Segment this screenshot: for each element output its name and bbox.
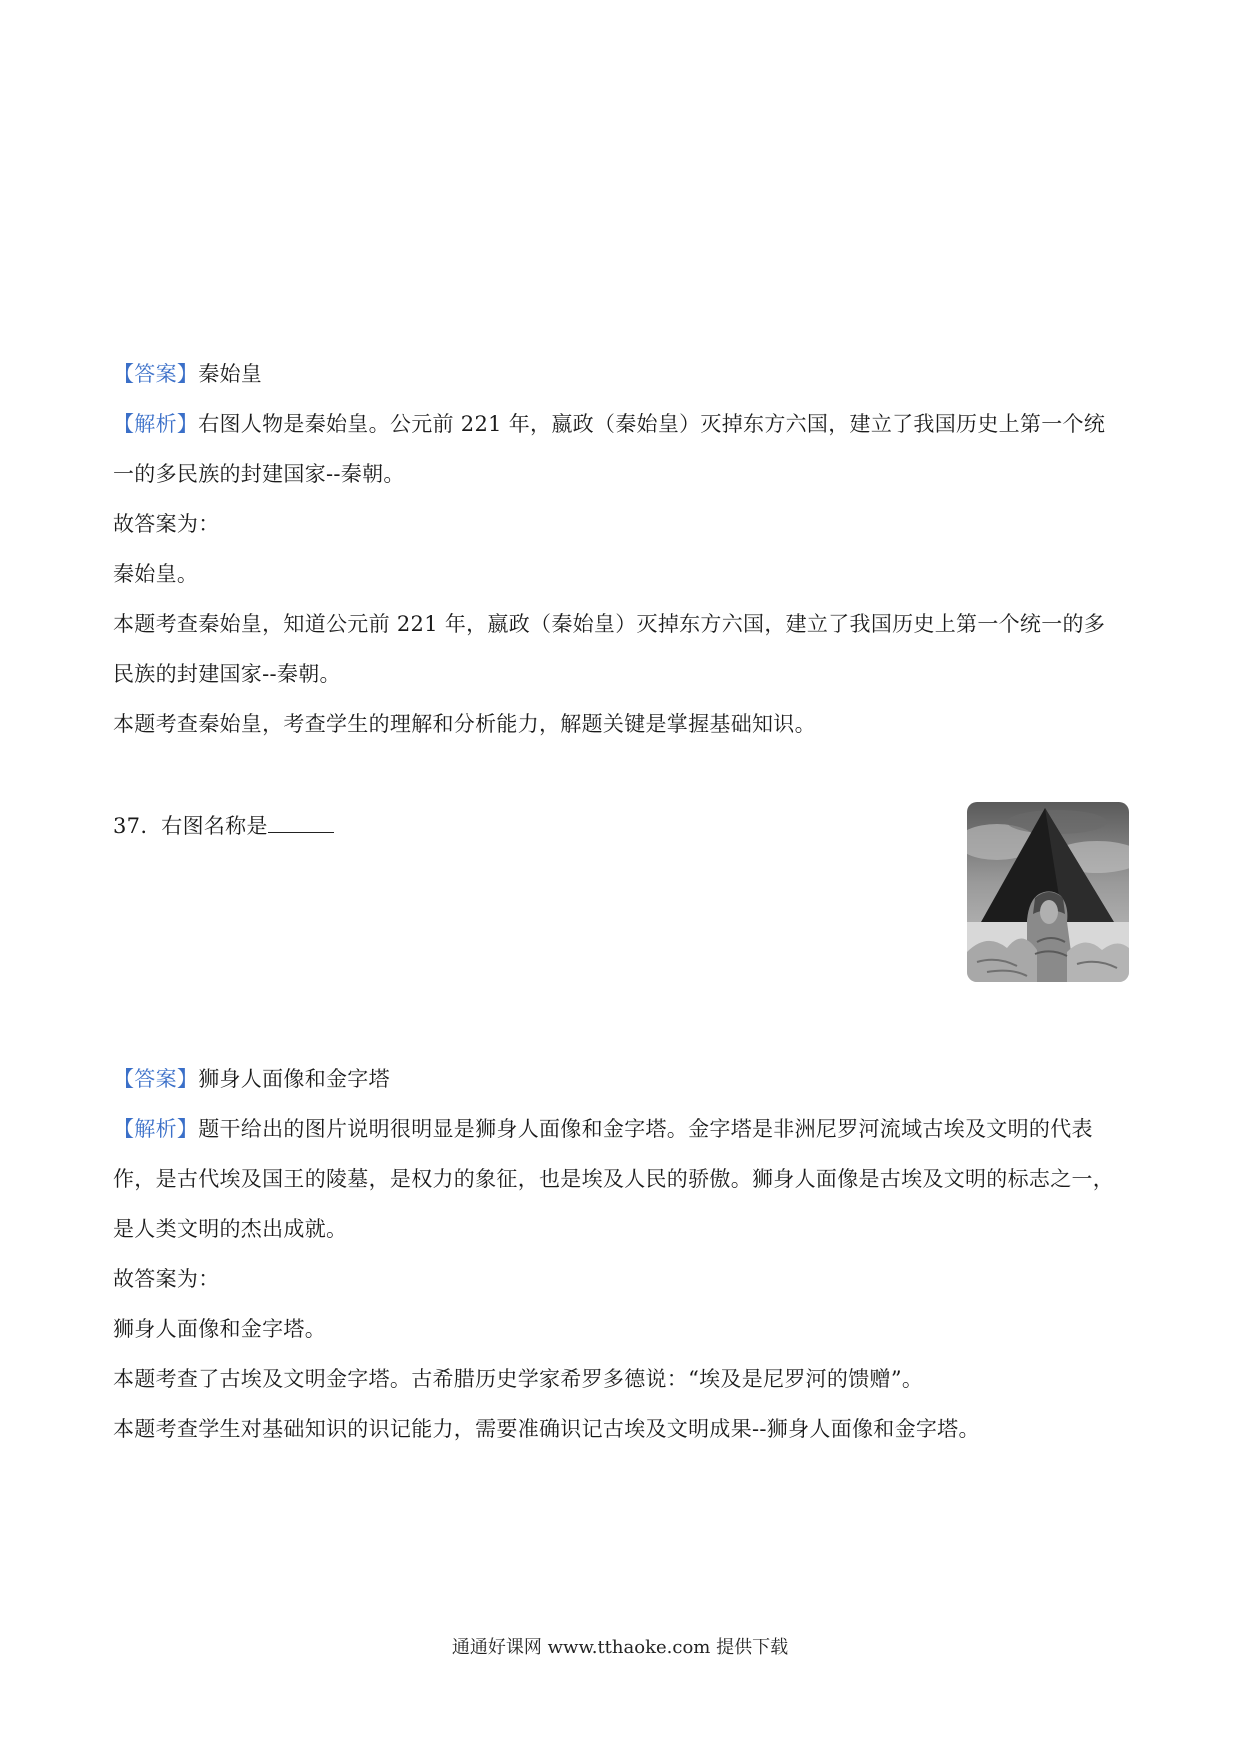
q37-question xyxy=(113,811,334,841)
analysis-text: 右图人物是秦始皇。公元前 221 年，嬴政（秦始皇）灭掉东方六国，建立了我国历史上第一个统 xyxy=(198,412,1106,436)
page-footer: 通通好课网 www.tthaoke.com 提供下载 xyxy=(451,1637,789,1658)
q37-so-answer-value: 狮身人面像和金字塔。 xyxy=(113,1317,326,1341)
q36-so-answer-value: 秦始皇。 xyxy=(113,562,199,586)
q37-analysis-line2: 作，是古代埃及国王的陵墓，是权力的象征，也是埃及人民的骄傲。狮身人面像是古埃及文明的标志之一， xyxy=(113,1167,1115,1191)
answer-tag: 【答案】 xyxy=(113,362,199,386)
q36-analysis-line2: 一的多民族的封建国家--秦朝。 xyxy=(113,462,405,486)
q37-ability: 本题考查学生对基础知识的识记能力，需要准确识记古埃及文明成果--狮身人面像和金字塔。 xyxy=(113,1417,980,1441)
q36-answer-line xyxy=(113,359,262,389)
q37-so-answer: 故答案为： xyxy=(113,1267,220,1291)
analysis-tag: 【解析】 xyxy=(113,412,199,436)
question-text: 右图名称是 xyxy=(161,814,268,838)
answer-blank xyxy=(268,812,334,833)
q36-point-line2: 民族的封建国家--秦朝。 xyxy=(113,662,341,686)
q36-ability: 本题考查秦始皇，考查学生的理解和分析能力，解题关键是掌握基础知识。 xyxy=(113,712,816,736)
q37-analysis-line1 xyxy=(113,1114,1093,1144)
q36-analysis-line1 xyxy=(113,409,1105,439)
analysis-text: 题干给出的图片说明很明显是狮身人面像和金字塔。金字塔是非洲尼罗河流域古埃及文明的代表 xyxy=(198,1117,1093,1141)
question-number: 37. xyxy=(113,814,148,838)
q36-point-line1: 本题考查秦始皇，知道公元前 221 年，嬴政（秦始皇）灭掉东方六国，建立了我国历史上第一个统一的多 xyxy=(113,612,1106,636)
q37-analysis-line3: 是人类文明的杰出成就。 xyxy=(113,1217,348,1241)
q36-so-answer: 故答案为： xyxy=(113,512,220,536)
answer-tag: 【答案】 xyxy=(113,1067,199,1091)
analysis-tag: 【解析】 xyxy=(113,1117,199,1141)
answer-text: 秦始皇 xyxy=(198,362,263,386)
q37-answer-line xyxy=(113,1064,390,1094)
q37-point: 本题考查了古埃及文明金字塔。古希腊历史学家希罗多德说：“埃及是尼罗河的馈赠”。 xyxy=(113,1367,924,1391)
sphinx-pyramid-illustration xyxy=(967,802,1129,982)
sphinx-pyramid-image xyxy=(967,802,1129,982)
answer-text: 狮身人面像和金字塔 xyxy=(198,1067,390,1091)
